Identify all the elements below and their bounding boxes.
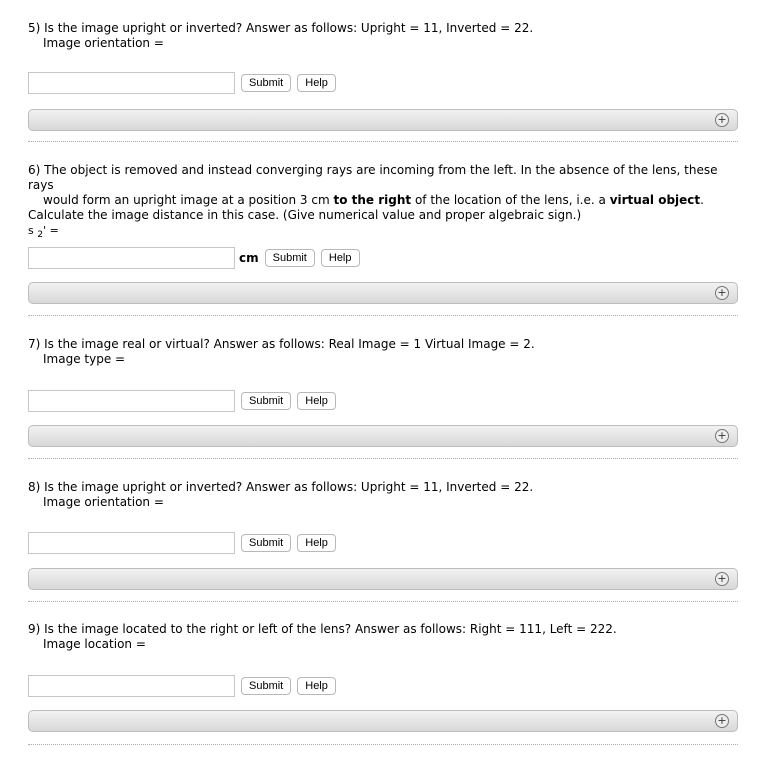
plus-circle-icon[interactable]: + xyxy=(715,572,729,586)
question-text: . xyxy=(700,193,704,207)
question-9 xyxy=(28,622,738,727)
emphasis: to the right xyxy=(333,193,412,207)
question-text: 9) Is the image located to the right or left of the lens? Answer as follows: Right = 111, Left = 222. xyxy=(28,622,617,636)
divider xyxy=(28,744,738,745)
answer-input[interactable] xyxy=(28,675,235,697)
submit-button[interactable]: Submit xyxy=(265,249,315,267)
divider xyxy=(28,458,738,459)
plus-circle-icon[interactable]: + xyxy=(715,113,729,127)
answer-label: Image orientation = xyxy=(43,495,164,509)
help-button[interactable]: Help xyxy=(297,392,336,410)
emphasis: virtual object xyxy=(609,193,701,207)
submit-button[interactable]: Submit xyxy=(241,392,291,410)
question-6 xyxy=(28,163,738,299)
help-button[interactable]: Help xyxy=(297,74,336,92)
question-text: 6) The object is removed and instead converging rays are incoming from the left. In the absence of the lens, these rays xyxy=(28,163,718,192)
question-8 xyxy=(28,480,738,585)
help-button[interactable]: Help xyxy=(321,249,360,267)
hint-bar[interactable] xyxy=(28,282,738,304)
question-text: 7) Is the image real or virtual? Answer as follows: Real Image = 1 Virtual Image = 2. xyxy=(28,337,535,351)
hint-bar[interactable] xyxy=(28,109,738,131)
divider xyxy=(28,601,738,602)
question-5 xyxy=(28,21,738,126)
answer-label: Image location = xyxy=(43,637,146,651)
submit-button[interactable]: Submit xyxy=(241,534,291,552)
answer-label: s $_2$' = xyxy=(28,224,59,241)
divider xyxy=(28,315,738,316)
plus-circle-icon[interactable]: + xyxy=(715,714,729,728)
answer-input[interactable] xyxy=(28,390,235,412)
hint-bar[interactable] xyxy=(28,710,738,732)
question-text: would form an upright image at a position 3 cm xyxy=(43,193,334,207)
submit-button[interactable]: Submit xyxy=(241,677,291,695)
answer-input[interactable] xyxy=(28,247,235,269)
hint-bar[interactable] xyxy=(28,568,738,590)
question-7 xyxy=(28,337,738,442)
answer-label: Image type = xyxy=(43,352,126,366)
question-text: Calculate the image distance in this case. (Give numerical value and proper algebraic sign.) xyxy=(28,208,582,222)
plus-circle-icon[interactable]: + xyxy=(715,429,729,443)
question-text: 5) Is the image upright or inverted? Answer as follows: Upright = 11, Inverted = 22. xyxy=(28,21,534,35)
answer-input[interactable] xyxy=(28,72,235,94)
question-text: 8) Is the image upright or inverted? Answer as follows: Upright = 11, Inverted = 22. xyxy=(28,480,534,494)
help-button[interactable]: Help xyxy=(297,677,336,695)
help-button[interactable]: Help xyxy=(297,534,336,552)
plus-circle-icon[interactable]: + xyxy=(715,286,729,300)
unit-label: cm xyxy=(239,251,259,265)
divider xyxy=(28,141,738,142)
question-text: of the location of the lens, i.e. a xyxy=(411,193,610,207)
answer-input[interactable] xyxy=(28,532,235,554)
answer-label: Image orientation = xyxy=(43,36,164,50)
hint-bar[interactable] xyxy=(28,425,738,447)
submit-button[interactable]: Submit xyxy=(241,74,291,92)
